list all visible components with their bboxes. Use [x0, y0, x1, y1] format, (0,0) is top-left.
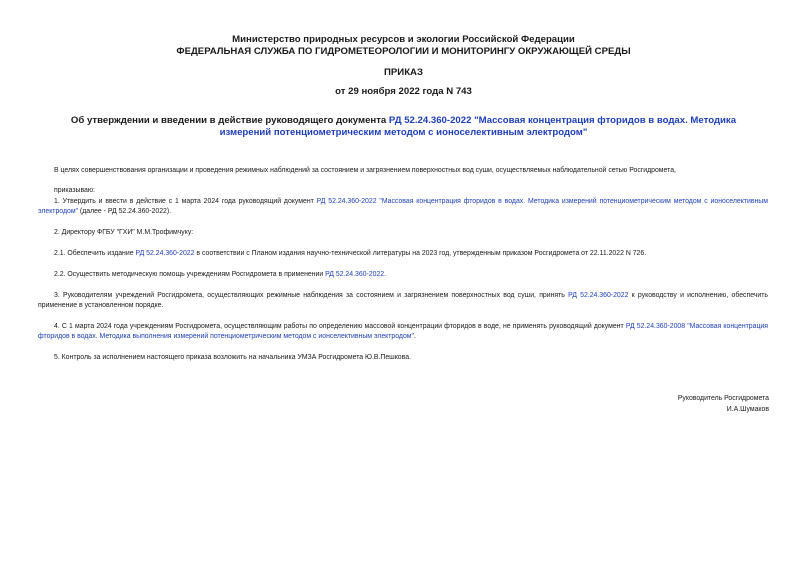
paragraph-3 — [38, 291, 768, 311]
service-name: ФЕДЕРАЛЬНАЯ СЛУЖБА ПО ГИДРОМЕТЕОРОЛОГИИ И МОНИТОРИНГУ ОКРУЖАЮЩЕЙ СРЕДЫ — [176, 46, 631, 57]
paragraph-2-1-text: 2.1. Обеспечить издание — [54, 250, 136, 257]
document-date-number: от 29 ноября 2022 года N 743 — [335, 86, 472, 97]
paragraph-1-link[interactable]: РД 52.24.360-2022 "Массовая концентрация фторидов в водах. Методика измерений потенциометрическим методом с ионоселективным электродом" — [38, 198, 768, 215]
signature-position: Руководитель Росгидромета — [677, 395, 769, 402]
signature-block — [678, 393, 769, 415]
paragraph-2-1 — [38, 249, 768, 259]
paragraph-1-tail: (далее - РД 52.24.360-2022). — [78, 208, 172, 215]
page-title — [60, 115, 747, 139]
paragraph-2-2-text: 2.2. Осуществить методическую помощь учреждениям Росгидромета в применении — [54, 271, 326, 278]
paragraph-2: 2. Директору ФГБУ "ГХИ" М.М.Трофимчуку: — [54, 229, 194, 236]
paragraph-3-text: 3. Руководителям учреждений Росгидромета, осуществляющих режимные наблюдения за состоянием и загрязнением поверхностных вод суши, принять — [54, 292, 569, 299]
title-document-link[interactable]: РД 52.24.360-2022 "Массовая концентрация фторидов в водах. Методика измерений потенциометрическим методом с ионоселективным электродом" — [219, 115, 737, 138]
paragraph-2-1-tail: в соответствии с Планом издания научно-технической литературы на 2023 год, утвержденным приказом Росгидромета от 22.11.2022 N 726. — [194, 250, 647, 257]
title-prefix: Об утверждении и введении в действие руководящего документа — [70, 115, 389, 126]
paragraph-2-2-link[interactable]: РД 52.24.360-2022 — [325, 271, 385, 278]
paragraph-5: 5. Контроль за исполнением настоящего приказа возложить на начальника УМЗА Росгидромета Ю.В.Пешкова. — [54, 354, 411, 361]
paragraph-4 — [38, 322, 768, 342]
paragraph-4-text: 4. С 1 марта 2024 года учреждениям Росгидромета, осуществляющим работы по определению массовой концентрации фторидов в воде, не применять руководящий документ — [54, 323, 626, 330]
paragraph-3-tail: к руководству и исполнению, обеспечить применение в установленном порядке. — [38, 292, 768, 309]
intro-paragraph: В целях совершенствования организации и проведения режимных наблюдений за состоянием и загрязнением поверхностных вод суши, осуществляемых наблюдательной сетью Росгидромета, — [54, 167, 676, 174]
paragraph-4-link[interactable]: РД 52.24.360-2008 "Массовая концентрация фторидов в водах. Методика выполнения измерений потенциометрическим методом с ионселективным электродом" — [38, 323, 768, 340]
paragraph-4-tail: . — [413, 333, 416, 340]
order-word: приказываю: — [54, 187, 95, 194]
paragraph-2-1-link[interactable]: РД 52.24.360-2022 — [135, 250, 195, 257]
paragraph-1 — [38, 197, 768, 217]
signature-name: И.А.Шумаков — [726, 406, 769, 413]
paragraph-2-2-tail: . — [384, 271, 387, 278]
ministry-name: Министерство природных ресурсов и экологии Российской Федерации — [232, 34, 575, 45]
paragraph-1-text: 1. Утвердить и ввести в действие с 1 марта 2024 года руководящий документ — [54, 198, 317, 205]
paragraph-2-2 — [38, 270, 768, 280]
paragraph-3-link[interactable]: РД 52.24.360-2022 — [568, 292, 629, 299]
document-type: ПРИКАЗ — [384, 67, 423, 78]
